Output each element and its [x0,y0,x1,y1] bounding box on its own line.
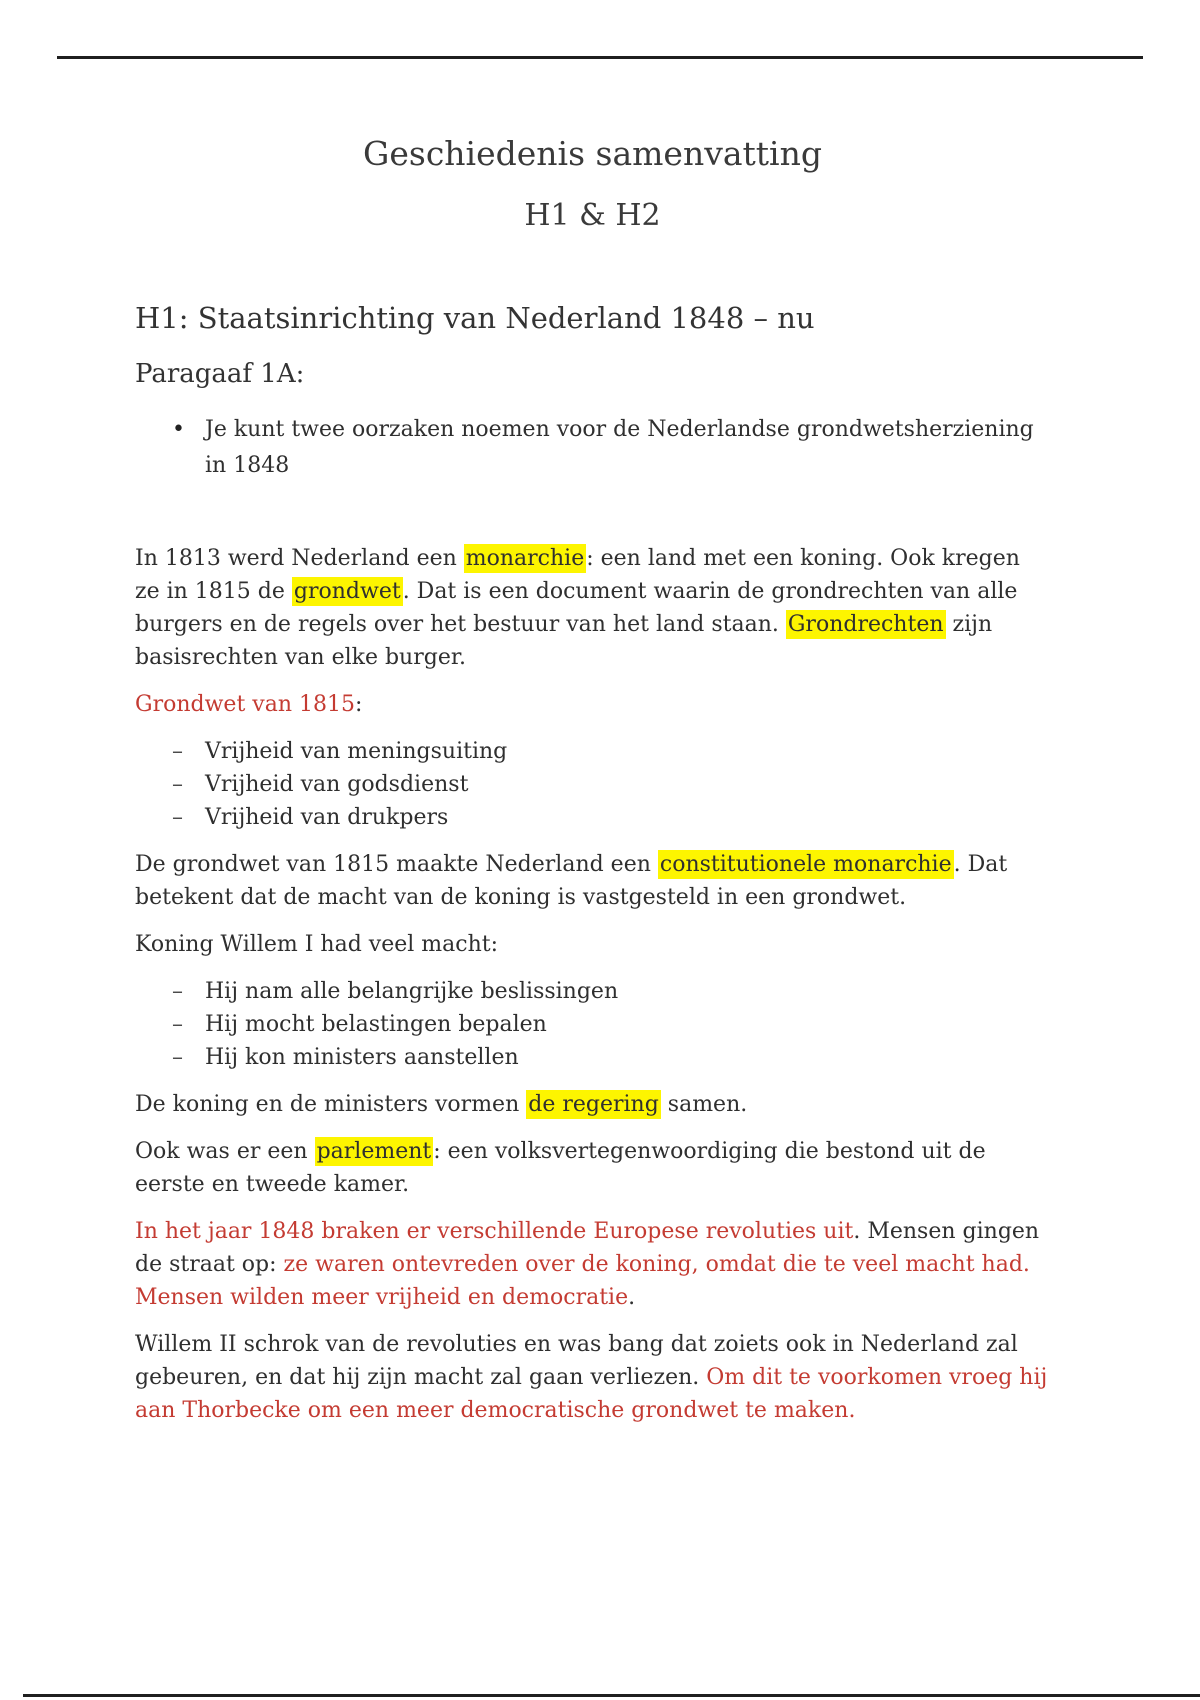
highlighted-term: monarchie [465,546,585,571]
highlighted-term: constitutionele monarchie [659,852,952,877]
text-segment: . [628,1285,636,1310]
text-segment: . Dat is een document waarin de grondrechten van alle burgers en de regels over het bestuur van het land staan. [135,579,1025,637]
dash-list-item: – Hij kon ministers aanstellen [135,1041,1050,1074]
dash-list-item: – Vrijheid van drukpers [135,801,1050,834]
text-segment: De grondwet van 1815 maakte Nederland een [135,852,658,877]
text-segment: : [354,692,363,717]
paragraph [135,1215,1050,1314]
text-segment: samen. [660,1092,748,1117]
paragraph [135,1088,1050,1121]
objective-item: • Je kunt twee oorzaken noemen voor de Nederlandse grondwetsherziening in 1848 [135,412,1050,484]
red-text: Grondwet van 1815 [135,692,355,717]
text-segment: In 1813 werd Nederland een [135,546,464,571]
paragraph [135,1135,1050,1201]
bottom-rule [23,1694,1200,1697]
document-title: Geschiedenis samenvatting [363,134,822,173]
paragraph [135,688,1050,721]
dash-list [135,735,1050,834]
highlighted-term: Grondrechten [787,612,944,637]
red-text: Om dit te voorkomen vroeg hij aan Thorbecke om een meer democratische grondwet te maken. [135,1365,1055,1423]
document-header [135,130,1050,238]
red-text: In het jaar 1848 braken er verschillende Europese revoluties uit [135,1219,854,1244]
text-segment: Ook was er een [135,1139,315,1164]
red-text: ze waren ontevreden over de koning, omdat die te veel macht had. Mensen wilden meer vrijheid en democratie [135,1252,1037,1310]
text-segment: : een land met een koning. Ook kregen ze in 1815 de [135,546,1027,604]
dash-list [135,975,1050,1074]
text-segment: Willem II schrok van de revoluties en was bang dat zoiets ook in Nederland zal gebeuren, en dat hij zijn macht zal gaan verliezen. [135,1332,1025,1390]
dash-list-item: – Hij nam alle belangrijke beslissingen [135,975,1050,1008]
dash-list-item: – Vrijheid van meningsuiting [135,735,1050,768]
highlighted-term: grondwet [293,579,401,604]
highlighted-term: de regering [528,1092,659,1117]
paragraph [135,928,1050,961]
text-segment: . Dat betekent dat de macht van de koning is vastgesteld in een grondwet. [135,852,1015,910]
dash-list-item: – Vrijheid van godsdienst [135,768,1050,801]
chapter-heading: H1: Staatsinrichting van Nederland 1848 – nu [135,301,815,335]
paragraph-heading: Paragaaf 1A: [135,359,305,389]
text-segment: Koning Willem I had veel macht: [135,932,499,957]
text-segment: zijn basisrechten van elke burger. [135,612,1000,670]
text-segment: De koning en de ministers vormen [135,1092,527,1117]
paragraph [135,848,1050,914]
paragraph [135,1328,1055,1427]
document-body [135,542,1055,1427]
document-subtitle: H1 & H2 [524,198,661,233]
paragraph [135,542,1050,674]
text-segment: : een volksvertegenwoordiging die bestond uit de eerste en tweede kamer. [135,1139,993,1197]
dash-list-item: – Hij mocht belastingen bepalen [135,1008,1050,1041]
objective-bullet-list [135,412,1050,484]
top-rule [57,56,1143,59]
highlighted-term: parlement [316,1139,432,1164]
text-segment: . Mensen gingen de straat op: [135,1219,1047,1277]
